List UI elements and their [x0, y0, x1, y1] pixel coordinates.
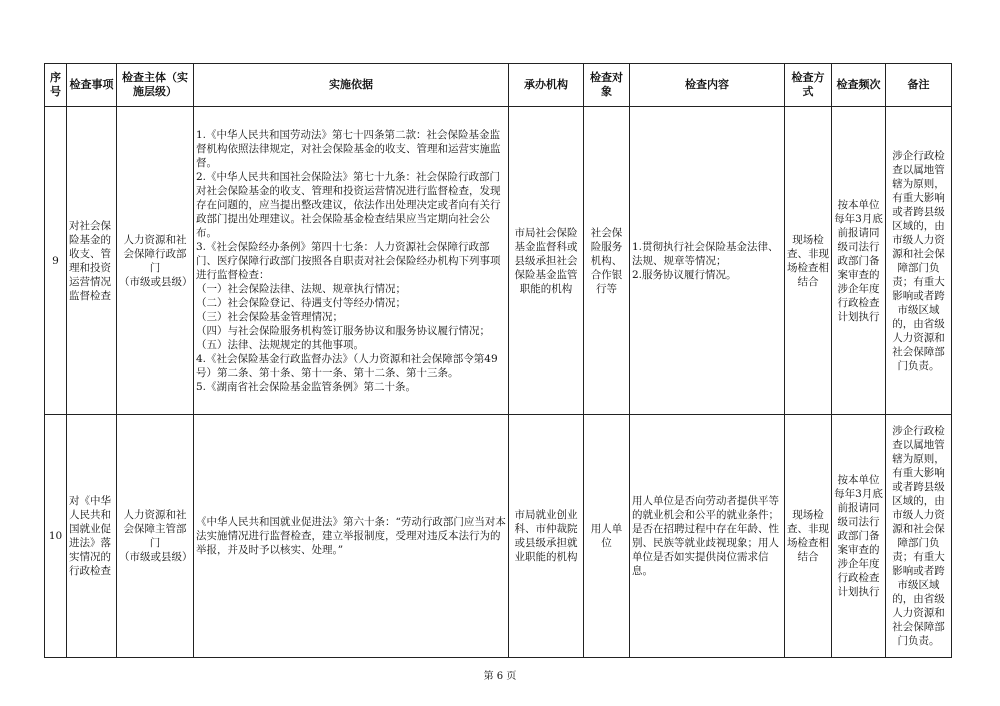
row-item: 对《中华人民共和国就业促进法》落实情况的行政检查: [67, 415, 117, 658]
basis-line: （二）社会保险登记、待遇支付等经办情况；: [196, 296, 406, 309]
row-method: 现场检查、非现场检查相结合: [785, 107, 832, 415]
basis-line: 5.《湖南省社会保险基金监管条例》第二十条。: [196, 380, 417, 393]
row-method: 现场检查、非现场检查相结合: [785, 415, 832, 658]
row-content: 用人单位是否向劳动者提供平等的就业机会和公平的就业条件；是否在招聘过程中存在年龄、性别、民族等就业歧视现象；用人单位是否如实提供岗位需求信息。: [630, 415, 785, 658]
row-content: 1.贯彻执行社会保险基金法律、法规、规章等情况； 2.服务协议履行情况。: [630, 107, 785, 415]
row-target: 用人单位: [584, 415, 630, 658]
subject-level: （市级或县级）: [119, 551, 193, 563]
basis-line: （三）社会保险基金管理情况；: [196, 310, 343, 323]
header-remark: 备注: [886, 64, 952, 107]
row-subject: [117, 415, 194, 658]
subject-name: 人力资源和社会保障行政部门: [123, 233, 187, 274]
basis-line: （四）与社会保险服务机构签订服务协议和服务协议履行情况；: [196, 324, 490, 337]
header-row: [45, 64, 952, 107]
row-no: 10: [45, 415, 67, 658]
row-basis: [194, 415, 509, 658]
header-target: 检查对象: [584, 64, 630, 107]
basis-line: 3.《社会保险经办条例》第四十七条：人力资源社会保障行政部门、医疗保障行政部门按照各自职责对社会保险经办机构下列事项进行监督检查：: [196, 240, 501, 281]
row-freq: 按本单位每年3月底前报请同级司法行政部门备案审查的涉企年度行政检查计划执行: [832, 415, 886, 658]
header-content: 检查内容: [630, 64, 785, 107]
row-org: 市局就业创业科、市仲裁院或县级承担就业职能的机构: [509, 415, 584, 658]
table-row: [45, 107, 952, 415]
header-subject: 检查主体（实施层级）: [117, 64, 194, 107]
subject-level: （市级或县级）: [119, 275, 193, 288]
row-remark: 涉企行政检查以属地管辖为原则，有重大影响或者跨县级区域的，由市级人力资源和社会保障部门负责；有重大影响或者跨市级区域的，由省级人力资源和社会保障部门负责。: [886, 415, 952, 658]
header-basis: 实施依据: [194, 64, 509, 107]
row-freq: 按本单位每年3月底前报请同级司法行政部门备案审查的涉企年度行政检查计划执行: [832, 107, 886, 415]
basis-line: 4.《社会保险基金行政监督办法》（人力资源和社会保障部令第49号）第二条、第十条、第十一条、第十二条、第十三条。: [196, 352, 498, 379]
header-no: 序号: [45, 64, 67, 107]
row-org: 市局社会保险基金监督科或县级承担社会保险基金监管职能的机构: [509, 107, 584, 415]
row-item: 对社会保险基金的收支、管理和投资运营情况监督检查: [67, 107, 117, 415]
row-subject: [117, 107, 194, 415]
row-target: 社会保险服务机构、合作银行等: [584, 107, 630, 415]
basis-line: （一）社会保险法律、法规、规章执行情况；: [196, 282, 406, 295]
basis-line: 2.《中华人民共和国社会保险法》第七十九条：社会保险行政部门对社会保险基金的收支、管理和投资运营情况进行监督检查，发现存在问题的，应当提出整改建议，依法作出处理决定或者向有关行政部门提出处理建议。社会保险基金检查结果应当定期向社会公布。: [196, 170, 501, 239]
inspection-table: [44, 63, 952, 658]
page-number: 第 6 页: [483, 671, 517, 682]
row-remark: 涉企行政检查以属地管辖为原则，有重大影响或者跨县级区域的，由市级人力资源和社会保障部门负责；有重大影响或者跨市级区域的，由省级人力资源和社会保障部门负责。: [886, 107, 952, 415]
table-row: [45, 415, 952, 658]
basis-line: 《中华人民共和国就业促进法》第六十条：“劳动行政部门应当对本法实施情况进行监督检查，建立举报制度，受理对违反本法行为的举报，并及时予以核实、处理。”: [196, 516, 506, 556]
basis-line: 1.《中华人民共和国劳动法》第七十四条第二款：社会保险基金监督机构依照法律规定，对社会保险基金的收支、管理和运营实施监督。: [196, 128, 501, 169]
basis-line: （五）法律、法规规定的其他事项。: [196, 338, 364, 351]
row-basis: [194, 107, 509, 415]
row-no: 9: [45, 107, 67, 415]
subject-name: 人力资源和社会保障主管部门: [123, 509, 187, 549]
header-method: 检查方式: [785, 64, 832, 107]
header-org: 承办机构: [509, 64, 584, 107]
header-freq: 检查频次: [832, 64, 886, 107]
header-item: 检查事项: [67, 64, 117, 107]
